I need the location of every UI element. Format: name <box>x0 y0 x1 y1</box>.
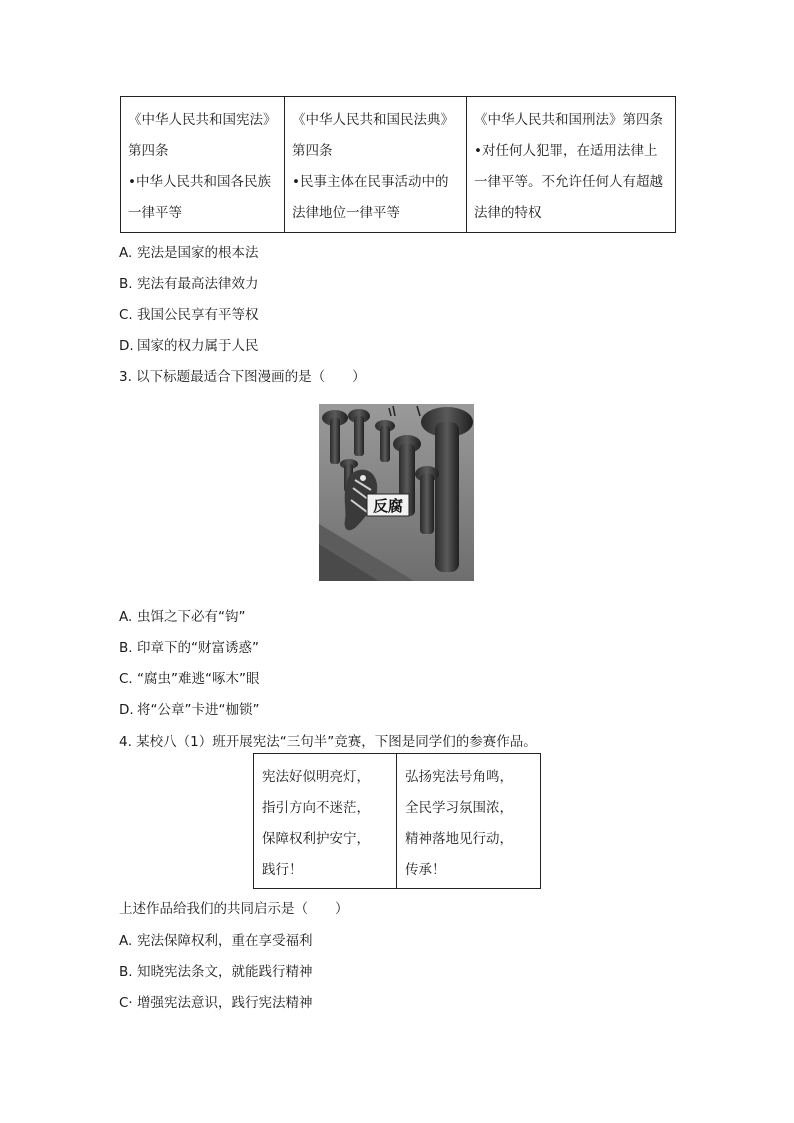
cell-line: •中华人民共和国各民族 <box>128 174 271 190</box>
cell-line: 一律平等 <box>128 205 182 221</box>
cell-line: •民事主体在民事活动中的 <box>292 174 449 190</box>
q3-option-c[interactable] <box>119 667 259 687</box>
q2-option-a[interactable] <box>119 241 259 261</box>
poem-table <box>253 753 541 889</box>
q3-stem: 3. 以下标题最适合下图漫画的是（ ） <box>119 369 366 385</box>
option-letter: D. <box>119 702 134 718</box>
cell-line: 法律的特权 <box>474 205 542 221</box>
poem-cell-right <box>397 754 541 889</box>
table-cell-constitution <box>121 97 285 233</box>
cell-line: 《中华人民共和国宪法》 <box>128 112 277 128</box>
q3-option-d[interactable] <box>119 698 259 718</box>
poem-line: 精神落地见行动， <box>405 831 513 847</box>
option-letter: A. <box>119 609 133 625</box>
option-letter: D. <box>119 338 134 354</box>
poem-line: 弘扬宪法号角鸣， <box>405 769 513 785</box>
q3-option-a[interactable] <box>119 605 246 625</box>
poem-line: 指引方向不迷茫， <box>262 800 370 816</box>
option-letter: B. <box>119 640 133 656</box>
q4-question: 上述作品给我们的共同启示是（ ） <box>119 901 349 917</box>
q2-option-c[interactable] <box>119 303 259 323</box>
poem-line: 全民学习氛围浓， <box>405 800 513 816</box>
anti-corruption-cartoon <box>319 404 474 581</box>
option-text: 增强宪法意识，践行宪法精神 <box>137 995 313 1011</box>
q4-stem: 4. 某校八（1）班开展宪法“三句半”竞赛，下图是同学们的参赛作品。 <box>119 734 537 750</box>
option-letter: A. <box>119 933 133 949</box>
law-table <box>120 96 676 233</box>
option-letter: C· <box>119 995 133 1011</box>
option-text: 宪法是国家的根本法 <box>137 245 259 261</box>
option-text: 国家的权力属于人民 <box>137 338 259 354</box>
option-letter: A. <box>119 245 133 261</box>
table-row <box>254 754 541 889</box>
q3-option-b[interactable] <box>119 636 259 656</box>
option-text: 我国公民享有平等权 <box>137 307 259 323</box>
cell-line: 《中华人民共和国刑法》第四条 <box>474 112 663 128</box>
poem-line: 践行！ <box>262 862 303 878</box>
q4-option-a[interactable] <box>119 929 313 949</box>
cell-line: 法律地位一律平等 <box>292 205 400 221</box>
option-text: 知晓宪法条文，就能践行精神 <box>137 964 313 980</box>
option-letter: B. <box>119 964 133 980</box>
cell-line: 第四条 <box>292 143 333 159</box>
q4-option-c[interactable] <box>119 991 313 1011</box>
poem-line: 宪法好似明亮灯， <box>262 769 370 785</box>
option-letter: B. <box>119 276 133 292</box>
option-text: 将“公章”卡进“枷锁” <box>137 702 260 718</box>
option-text: 宪法有最高法律效力 <box>137 276 259 292</box>
q2-option-d[interactable] <box>119 334 259 354</box>
option-text: 印章下的“财富诱惑” <box>137 640 259 656</box>
table-row <box>121 97 676 233</box>
poem-line: 传承！ <box>405 862 446 878</box>
option-text: 宪法保障权利，重在享受福利 <box>137 933 313 949</box>
table-cell-civil-code <box>285 97 467 233</box>
option-text: “腐虫”难逃“啄木”眼 <box>137 671 260 687</box>
table-cell-criminal-law <box>467 97 676 233</box>
cell-line: •对任何人犯罪，在适用法律上 <box>474 143 658 159</box>
option-letter: C. <box>119 307 133 323</box>
option-letter: C. <box>119 671 133 687</box>
poem-cell-left <box>254 754 397 889</box>
cell-line: 第四条 <box>128 143 169 159</box>
q2-option-b[interactable] <box>119 272 259 292</box>
option-text: 虫饵之下必有“钩” <box>137 609 246 625</box>
cell-line: 一律平等。不允许任何人有超越 <box>474 174 663 190</box>
q4-option-b[interactable] <box>119 960 313 980</box>
cartoon-label: 反腐 <box>372 497 404 515</box>
poem-line: 保障权利护安宁， <box>262 831 370 847</box>
cell-line: 《中华人民共和国民法典》 <box>292 112 454 128</box>
